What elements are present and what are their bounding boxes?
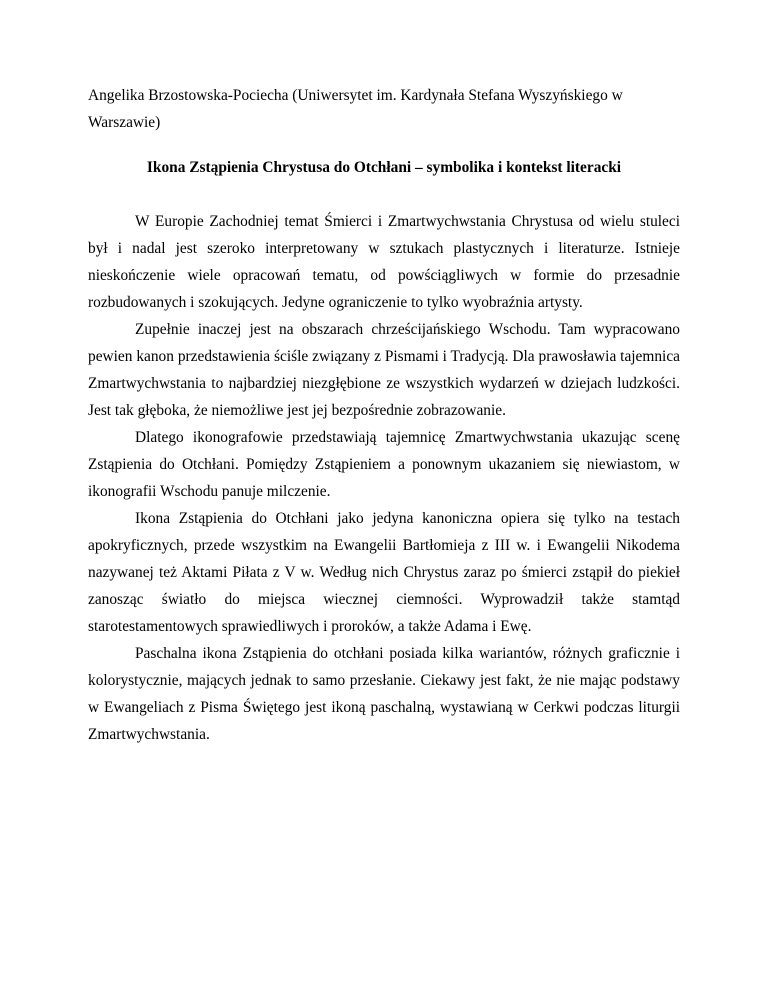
paragraph-1: W Europie Zachodniej temat Śmierci i Zmartwychwstania Chrystusa od wielu stuleci był i nadal jest szeroko interpretowany w sztukach plastycznych i literaturze. Istnieje nieskończenie wiele opracowań tematu, od powściągliwych w formie do przesadnie rozbudowanych i szokujących. Jedyne ograniczenie to tylko wyobraźnia artysty. [88, 213, 680, 311]
paragraph-2: Zupełnie inaczej jest na obszarach chrześcijańskiego Wschodu. Tam wypracowano pewien kanon przedstawienia ściśle związany z Pismami i Tradycją. Dla prawosławia tajemnica Zmartwychwstania to najbardziej niezgłębione ze wszystkich wydarzeń w dziejach ludzkości. Jest tak głęboka, że niemożliwe jest jej bezpośrednie zobrazowanie. [88, 321, 680, 419]
paragraph-4: Ikona Zstąpienia do Otchłani jako jedyna kanoniczna opiera się tylko na testach apokryficznych, przede wszystkim na Ewangelii Bartłomieja z III w. i Ewangelii Nikodema nazywanej też Aktami Piłata z V w. Według nich Chrystus zaraz po śmierci zstąpił do piekieł zanosząc światło do miejsca wiecznej ciemności. Wyprowadził także stamtąd starotestamentowych sprawiedliwych i proroków, a także Adama i Ewę. [88, 510, 680, 635]
document-title: Ikona Zstąpienia Chrystusa do Otchłani – symbolika i kontekst literacki [146, 159, 622, 176]
author-affiliation: Angelika Brzostowska-Pociecha (Uniwersytet im. Kardynała Stefana Wyszyńskiego w Warszawie) [88, 87, 623, 131]
paragraph-3: Dlatego ikonografowie przedstawiają tajemnicę Zmartwychwstania ukazując scenę Zstąpienia do Otchłani. Pomiędzy Zstąpieniem a ponownym ukazaniem się niewiastom, w ikonografii Wschodu panuje milczenie. [88, 429, 680, 500]
document-body [88, 208, 680, 748]
document-content [88, 82, 680, 748]
paragraph-5: Paschalna ikona Zstąpienia do otchłani posiada kilka wariantów, różnych graficznie i kolorystycznie, mających jednak to samo przesłanie. Ciekawy jest fakt, że nie mając podstawy w Ewangeliach z Pisma Świętego jest ikoną paschalną, wystawianą w Cerkwi podczas liturgii Zmartwychwstania. [88, 645, 680, 743]
